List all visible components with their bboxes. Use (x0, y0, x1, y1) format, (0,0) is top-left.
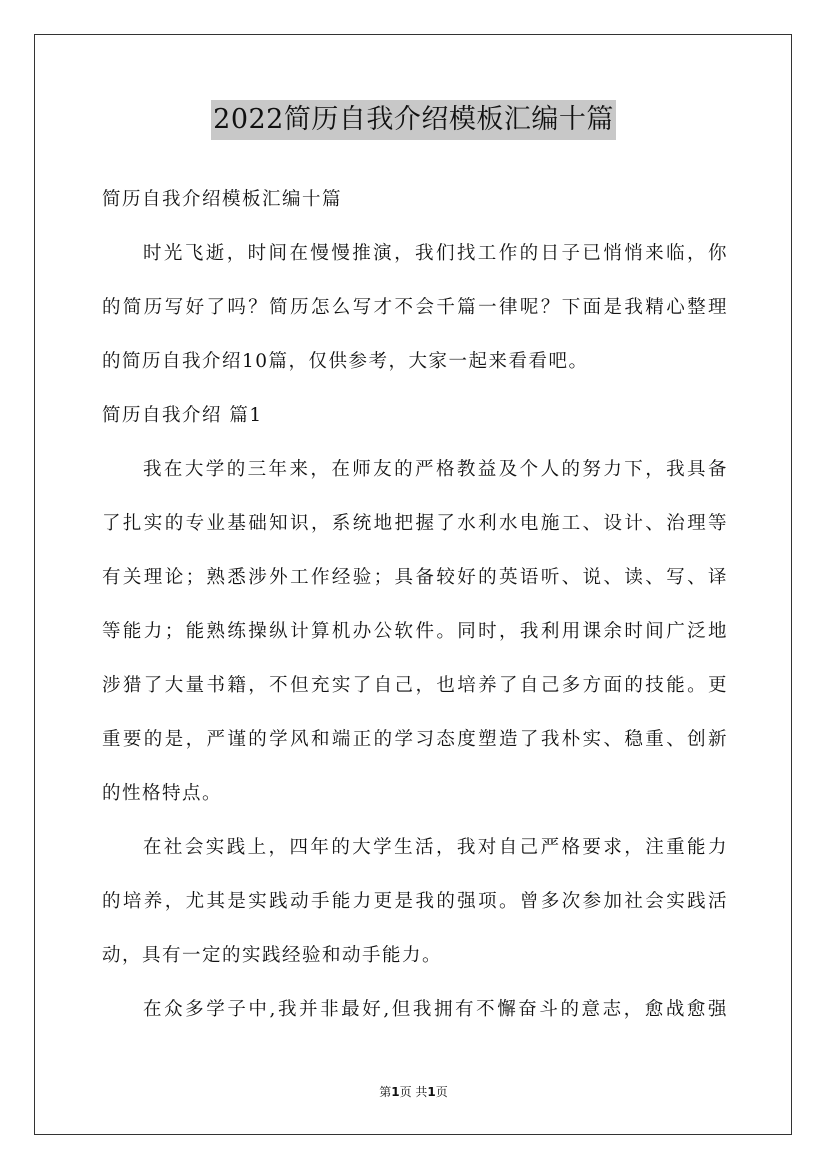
paragraph-line: 在众多学子中,我并非最好,但我拥有不懈奋斗的意志，愈战愈强 (143, 999, 728, 1020)
paragraph-line: 重要的是，严谨的学风和端正的学习态度塑造了我朴实、稳重、创新 (102, 729, 728, 750)
paragraph-line: 涉猎了大量书籍，不但充实了自己，也培养了自己多方面的技能。更 (102, 675, 728, 696)
section-heading: 简历自我介绍 篇1 (102, 405, 263, 426)
paragraph-line: 的性格特点。 (102, 783, 223, 804)
intro-line: 的简历写好了吗？简历怎么写才不会千篇一律呢？下面是我精心整理 (102, 297, 728, 318)
footer-page-prefix: 第 (379, 1085, 392, 1099)
paragraph-line: 有关理论；熟悉涉外工作经验；具备较好的英语听、说、读、写、译 (102, 567, 728, 588)
intro-line: 的简历自我介绍10篇，仅供参考，大家一起来看看吧。 (102, 351, 589, 372)
page-footer (0, 1083, 827, 1100)
footer-page-number: 1 (391, 1085, 400, 1099)
document-title: 2022简历自我介绍模板汇编十篇 (211, 100, 616, 140)
footer-page-mid: 页 共 (399, 1085, 428, 1099)
footer-page-suffix: 页 (435, 1085, 448, 1099)
intro-line: 时光飞逝，时间在慢慢推演，我们找工作的日子已悄悄来临，你 (143, 243, 728, 264)
paragraph-line: 我在大学的三年来，在师友的严格教益及个人的努力下，我具备 (143, 459, 728, 480)
paragraph-line: 在社会实践上，四年的大学生活，我对自己严格要求，注重能力 (143, 837, 728, 858)
title-wrap (0, 100, 827, 140)
footer-page-total: 1 (427, 1085, 436, 1099)
paragraph-line: 了扎实的专业基础知识，系统地把握了水利水电施工、设计、治理等 (102, 513, 728, 534)
document-subtitle: 简历自我介绍模板汇编十篇 (102, 189, 343, 210)
paragraph-line: 等能力；能熟练操纵计算机办公软件。同时，我利用课余时间广泛地 (102, 621, 728, 642)
paragraph-line: 动，具有一定的实践经验和动手能力。 (102, 945, 443, 966)
document-body (102, 173, 728, 1037)
paragraph-line: 的培养，尤其是实践动手能力更是我的强项。曾多次参加社会实践活 (102, 891, 728, 912)
